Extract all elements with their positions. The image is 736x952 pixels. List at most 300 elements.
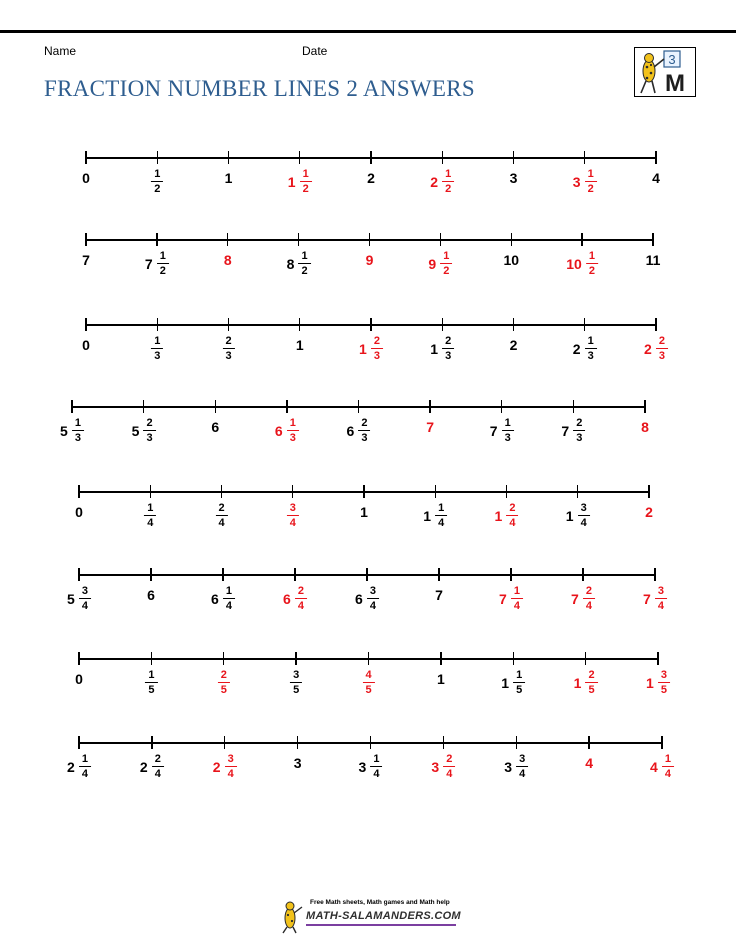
numerator: 2	[215, 502, 227, 516]
denominator: 4	[438, 517, 445, 529]
whole-number: 4	[650, 758, 658, 775]
whole-number: 1	[436, 671, 445, 687]
given-label	[67, 753, 91, 780]
fraction	[656, 335, 668, 362]
given-label	[222, 335, 234, 362]
whole-number: 6	[147, 587, 155, 603]
answer-label	[573, 168, 597, 195]
whole-number: 3	[504, 758, 513, 775]
numerator: 1	[662, 753, 674, 767]
denominator: 4	[373, 768, 380, 780]
given-label	[151, 335, 163, 362]
fraction	[440, 250, 452, 277]
tick-mark	[78, 485, 79, 498]
fraction	[145, 669, 157, 696]
fraction	[152, 753, 164, 780]
tick-mark	[511, 233, 512, 246]
denominator: 3	[146, 432, 153, 444]
logo-grade: 3	[668, 52, 676, 67]
number-line-6	[0, 567, 736, 637]
given-label	[490, 417, 514, 444]
denominator: 2	[301, 265, 308, 277]
page-title: FRACTION NUMBER LINES 2 ANSWERS	[44, 76, 476, 101]
tick-mark	[78, 652, 79, 665]
given-label	[215, 502, 227, 529]
answer-label	[585, 756, 593, 770]
answer-label	[431, 753, 455, 780]
denominator: 2	[159, 265, 166, 277]
denominator: 4	[227, 768, 234, 780]
whole-number: 2	[367, 170, 375, 186]
numerator: 3	[658, 669, 670, 683]
tick-mark	[71, 400, 72, 413]
denominator: 5	[220, 684, 227, 696]
answer-label	[218, 669, 230, 696]
whole-number: 9	[428, 255, 437, 272]
denominator: 4	[513, 600, 520, 612]
numerator: 3	[287, 502, 299, 516]
whole-number: 2	[645, 504, 653, 520]
fraction	[218, 669, 230, 696]
whole-number: 7	[82, 252, 90, 268]
given-label	[132, 417, 156, 444]
tick-mark	[584, 318, 585, 331]
fraction	[573, 417, 585, 444]
denominator: 2	[154, 183, 161, 195]
logo-letter: M	[665, 70, 685, 97]
denominator: 5	[148, 684, 155, 696]
answer-label	[426, 420, 434, 434]
tick-mark	[358, 400, 359, 413]
numerator: 2	[222, 335, 234, 349]
tick-mark	[435, 485, 436, 498]
tick-mark	[222, 568, 223, 581]
numerator: 1	[513, 669, 525, 683]
salamander-logo	[634, 47, 696, 97]
fraction	[362, 669, 374, 696]
tick-mark	[585, 652, 586, 665]
given-label	[437, 672, 445, 686]
denominator: 3	[587, 350, 594, 362]
tick-mark	[440, 652, 441, 665]
whole-number: 2	[644, 340, 652, 357]
given-label	[211, 585, 235, 612]
given-label	[67, 585, 91, 612]
tick-mark	[516, 736, 517, 749]
numerator: 3	[578, 502, 590, 516]
given-label	[145, 669, 157, 696]
fraction	[298, 250, 310, 277]
whole-number: 6	[211, 590, 219, 607]
tick-mark	[228, 318, 229, 331]
denominator: 2	[587, 183, 594, 195]
fraction	[287, 502, 299, 529]
tick-mark	[369, 233, 370, 246]
whole-number: 8	[286, 255, 295, 272]
answer-label	[499, 585, 523, 612]
whole-number: 8	[223, 252, 232, 268]
tick-mark	[223, 652, 224, 665]
whole-number: 10	[566, 255, 582, 272]
fraction	[370, 753, 382, 780]
whole-number: 2	[430, 173, 439, 190]
whole-number: 2	[509, 337, 518, 353]
given-label	[566, 502, 590, 529]
denominator: 4	[225, 600, 232, 612]
fraction	[583, 585, 595, 612]
whole-number: 2	[67, 758, 75, 775]
given-label	[510, 338, 518, 352]
whole-number: 2	[212, 758, 221, 775]
whole-number: 7	[489, 422, 498, 439]
whole-number: 1	[224, 170, 233, 186]
numerator: 2	[583, 585, 595, 599]
numerator: 3	[516, 753, 528, 767]
tick-mark	[370, 736, 371, 749]
fraction	[287, 417, 299, 444]
given-label	[359, 753, 383, 780]
denominator: 4	[81, 600, 88, 612]
tick-mark	[78, 736, 79, 749]
given-label	[347, 417, 371, 444]
numerator: 1	[79, 753, 91, 767]
whole-number: 1	[573, 674, 582, 691]
denominator: 4	[218, 517, 225, 529]
numerator: 2	[656, 335, 668, 349]
whole-number: 3	[293, 755, 302, 771]
tick-mark	[513, 318, 514, 331]
given-label	[75, 505, 83, 519]
number-line-1	[0, 150, 736, 220]
tick-mark	[648, 485, 649, 498]
fraction	[79, 585, 91, 612]
fraction	[513, 669, 525, 696]
fraction	[151, 168, 163, 195]
given-label	[573, 335, 597, 362]
whole-number: 9	[365, 252, 374, 268]
tick-mark	[156, 233, 157, 246]
numerator: 1	[144, 502, 156, 516]
denominator: 4	[657, 600, 664, 612]
answer-label	[566, 250, 598, 277]
tick-mark	[577, 485, 578, 498]
whole-number: 6	[346, 422, 355, 439]
denominator: 4	[585, 600, 592, 612]
whole-number: 4	[652, 170, 660, 186]
answer-label	[644, 335, 668, 362]
whole-number: 7	[499, 590, 507, 607]
denominator: 4	[81, 768, 88, 780]
given-label	[296, 338, 304, 352]
tick-mark	[85, 151, 86, 164]
fraction	[662, 753, 674, 780]
whole-number: 1	[360, 504, 368, 520]
numerator: 1	[586, 250, 598, 264]
whole-number: 7	[561, 422, 570, 439]
numerator: 1	[585, 335, 597, 349]
answer-label	[650, 753, 674, 780]
numerator: 3	[290, 669, 302, 683]
fraction	[300, 168, 312, 195]
answer-label	[287, 502, 299, 529]
tick-mark	[295, 652, 296, 665]
whole-number: 7	[571, 590, 579, 607]
whole-number: 0	[75, 504, 83, 520]
whole-number: 0	[75, 671, 83, 687]
whole-number: 1	[423, 507, 432, 524]
denominator: 5	[660, 684, 667, 696]
given-label	[501, 669, 525, 696]
tick-mark	[501, 400, 502, 413]
tick-mark	[510, 568, 511, 581]
tick-mark	[661, 736, 662, 749]
whole-number: 0	[82, 337, 90, 353]
tick-mark	[292, 485, 293, 498]
numerator: 1	[145, 669, 157, 683]
fraction	[585, 335, 597, 362]
fraction	[72, 417, 84, 444]
numerator: 2	[143, 417, 155, 431]
denominator: 2	[443, 265, 450, 277]
numerator: 2	[358, 417, 370, 431]
fraction	[143, 417, 155, 444]
numerator: 3	[655, 585, 667, 599]
fraction	[295, 585, 307, 612]
answer-label	[275, 417, 299, 444]
fraction	[290, 669, 302, 696]
answer-label	[495, 502, 519, 529]
tick-mark	[652, 233, 653, 246]
fraction	[215, 502, 227, 529]
answer-label	[362, 669, 374, 696]
numerator: 1	[151, 335, 163, 349]
tick-mark	[221, 485, 222, 498]
fraction	[502, 417, 514, 444]
fraction	[371, 335, 383, 362]
tick-mark	[298, 233, 299, 246]
number-line-7	[0, 651, 736, 721]
fraction	[358, 417, 370, 444]
given-label	[646, 253, 661, 267]
number-line-5	[0, 484, 736, 554]
numerator: 2	[573, 417, 585, 431]
tick-mark	[150, 568, 151, 581]
tick-mark	[294, 568, 295, 581]
tick-mark	[297, 736, 298, 749]
tick-mark	[363, 485, 364, 498]
answer-label	[643, 585, 667, 612]
tick-mark	[429, 400, 430, 413]
numerator: 1	[585, 168, 597, 182]
given-label	[82, 171, 90, 185]
denominator: 4	[154, 768, 161, 780]
numerator: 1	[440, 250, 452, 264]
tick-mark	[588, 736, 589, 749]
top-rule	[0, 30, 736, 33]
tick-mark	[655, 151, 656, 164]
whole-number: 3	[572, 173, 581, 190]
fraction	[367, 585, 379, 612]
answer-label	[641, 420, 649, 434]
answer-label	[646, 669, 670, 696]
given-label	[151, 168, 163, 195]
given-label	[287, 250, 311, 277]
given-label	[504, 753, 528, 780]
whole-number: 7	[426, 419, 435, 435]
denominator: 3	[373, 350, 380, 362]
tick-mark	[513, 151, 514, 164]
tick-mark	[573, 400, 574, 413]
tick-mark	[657, 652, 658, 665]
fraction	[586, 250, 598, 277]
given-label	[147, 588, 155, 602]
numerator: 1	[298, 250, 310, 264]
whole-number: 1	[494, 507, 503, 524]
given-label	[435, 588, 443, 602]
tick-mark	[215, 400, 216, 413]
given-label	[503, 253, 519, 267]
tick-mark	[513, 652, 514, 665]
denominator: 4	[289, 517, 296, 529]
given-label	[510, 171, 518, 185]
tick-mark	[366, 568, 367, 581]
whole-number: 1	[295, 337, 304, 353]
denominator: 4	[446, 768, 453, 780]
tick-mark	[157, 318, 158, 331]
denominator: 5	[365, 684, 372, 696]
whole-number: 2	[572, 340, 581, 357]
footer-tagline: Free Math sheets, Math games and Math help	[310, 899, 450, 906]
numerator: 2	[506, 502, 518, 516]
given-label	[367, 171, 375, 185]
numerator: 3	[225, 753, 237, 767]
numerator: 2	[152, 753, 164, 767]
whole-number: 3	[358, 758, 367, 775]
answer-label	[283, 585, 307, 612]
fraction	[442, 335, 454, 362]
whole-number: 1	[430, 340, 439, 357]
whole-number: 5	[131, 422, 140, 439]
fraction	[443, 753, 455, 780]
tick-mark	[299, 151, 300, 164]
denominator: 3	[445, 350, 452, 362]
answer-label	[288, 168, 312, 195]
denominator: 3	[289, 432, 296, 444]
denominator: 4	[297, 600, 304, 612]
denominator: 3	[504, 432, 511, 444]
denominator: 3	[74, 432, 81, 444]
denominator: 3	[361, 432, 368, 444]
tick-mark	[78, 568, 79, 581]
tick-mark	[438, 568, 439, 581]
answer-label	[574, 669, 598, 696]
tick-mark	[584, 151, 585, 164]
tick-mark	[506, 485, 507, 498]
given-label	[423, 502, 447, 529]
whole-number: 0	[82, 170, 90, 186]
given-label	[561, 417, 585, 444]
numerator: 1	[370, 753, 382, 767]
tick-mark	[655, 318, 656, 331]
number-line-2	[0, 232, 736, 302]
footer-underline	[306, 924, 456, 926]
tick-mark	[157, 151, 158, 164]
given-label	[145, 250, 169, 277]
tick-mark	[143, 400, 144, 413]
given-label	[144, 502, 156, 529]
given-label	[75, 672, 83, 686]
whole-number: 7	[144, 255, 153, 272]
answer-label	[366, 253, 374, 267]
given-label	[652, 171, 660, 185]
whole-number: 11	[645, 252, 661, 268]
answer-label	[645, 505, 653, 519]
tick-mark	[151, 736, 152, 749]
tick-mark	[581, 233, 582, 246]
tick-mark	[299, 318, 300, 331]
answer-label	[571, 585, 595, 612]
whole-number: 3	[509, 170, 518, 186]
tick-mark	[150, 485, 151, 498]
denominator: 5	[588, 684, 595, 696]
numerator: 2	[443, 753, 455, 767]
whole-number: 4	[585, 755, 594, 771]
answer-label	[430, 168, 454, 195]
answer-label	[428, 250, 452, 277]
whole-number: 6	[355, 590, 363, 607]
answer-label	[224, 253, 232, 267]
whole-number: 1	[501, 674, 510, 691]
tick-mark	[442, 151, 443, 164]
fraction	[144, 502, 156, 529]
whole-number: 2	[139, 758, 148, 775]
denominator: 4	[369, 600, 376, 612]
given-label	[60, 417, 84, 444]
numerator: 1	[442, 168, 454, 182]
given-label	[82, 338, 90, 352]
fraction	[585, 168, 597, 195]
whole-number: 6	[283, 590, 291, 607]
fraction	[578, 502, 590, 529]
given-label	[430, 335, 454, 362]
answer-label	[213, 753, 237, 780]
numerator: 4	[362, 669, 374, 683]
given-label	[140, 753, 164, 780]
numerator: 1	[151, 168, 163, 182]
tick-mark	[440, 233, 441, 246]
tick-mark	[85, 318, 86, 331]
given-label	[225, 171, 233, 185]
denominator: 4	[147, 517, 154, 529]
denominator: 2	[302, 183, 309, 195]
whole-number: 5	[60, 422, 68, 439]
denominator: 4	[509, 517, 516, 529]
numerator: 2	[218, 669, 230, 683]
whole-number: 10	[503, 252, 520, 268]
number-line-4	[0, 399, 736, 469]
numerator: 2	[371, 335, 383, 349]
whole-number: 8	[641, 419, 649, 435]
denominator: 4	[664, 768, 671, 780]
whole-number: 3	[431, 758, 440, 775]
number-line-3	[0, 317, 736, 387]
number-line-8	[0, 735, 736, 805]
tick-mark	[582, 568, 583, 581]
date-label: Date	[302, 44, 328, 58]
numerator: 1	[300, 168, 312, 182]
denominator: 3	[225, 350, 232, 362]
tick-mark	[654, 568, 655, 581]
